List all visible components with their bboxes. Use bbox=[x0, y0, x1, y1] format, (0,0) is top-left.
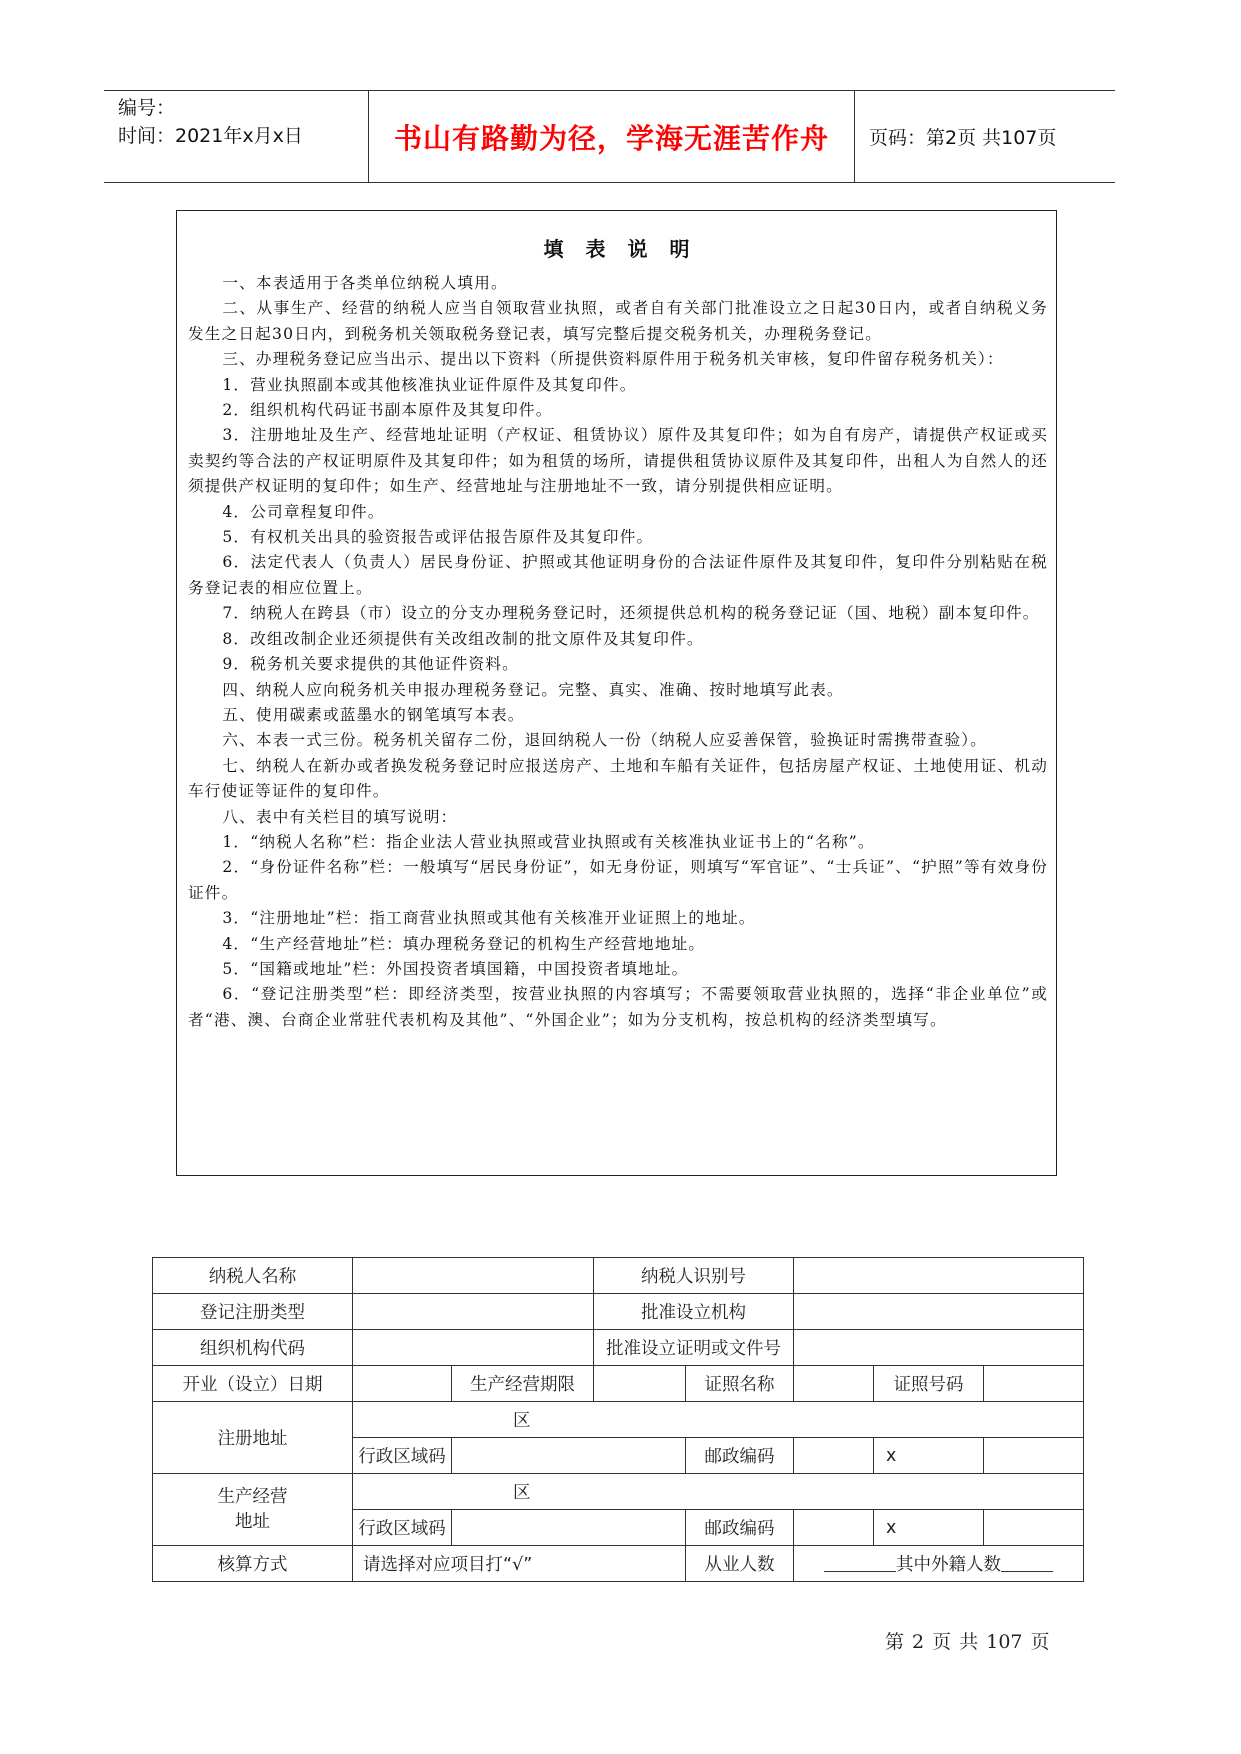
header-meta bbox=[118, 91, 368, 182]
instruction-paragraph: 5．“国籍或地址”栏：外国投资者填国籍，中国投资者填地址。 bbox=[222, 959, 689, 978]
motto: 书山有路勤为径，学海无涯苦作舟 bbox=[393, 121, 829, 155]
prod-extra-field[interactable] bbox=[984, 1510, 1084, 1546]
employees-label: 从业人数 bbox=[686, 1546, 794, 1582]
instruction-paragraph: 3．“注册地址”栏：指工商营业执照或其他有关核准开业证照上的地址。 bbox=[222, 909, 756, 928]
prod-postal-code-label: 邮政编码 bbox=[686, 1510, 794, 1546]
page-indicator: 页码：第2页 共107页 bbox=[869, 127, 1057, 149]
instruction-paragraph: 2．“身份证件名称”栏：一般填写“居民身份证”，如无身份证，则填写“军官证”、“士兵证”、“护照”等有效身份证件。 bbox=[188, 858, 1048, 902]
table-row bbox=[153, 1330, 1084, 1366]
org-code-field[interactable] bbox=[353, 1330, 594, 1366]
taxpayer-name-field[interactable] bbox=[353, 1258, 594, 1294]
cert-name-field[interactable] bbox=[794, 1366, 874, 1402]
prod-district-field[interactable]: 区 bbox=[353, 1474, 1084, 1510]
table-row bbox=[153, 1294, 1084, 1330]
prod-postal-code-field[interactable] bbox=[794, 1510, 874, 1546]
instruction-paragraph: 9．税务机关要求提供的其他证件资料。 bbox=[222, 655, 519, 674]
open-date-label: 开业（设立）日期 bbox=[153, 1366, 353, 1402]
employees-blank[interactable] bbox=[824, 1570, 896, 1572]
reg-admin-code-field[interactable] bbox=[452, 1438, 686, 1474]
taxpayer-id-field[interactable] bbox=[794, 1258, 1084, 1294]
taxpayer-id-label: 纳税人识别号 bbox=[594, 1258, 794, 1294]
instruction-paragraph: 2．组织机构代码证书副本原件及其复印件。 bbox=[222, 401, 553, 420]
instruction-paragraph: 4．公司章程复印件。 bbox=[222, 502, 385, 521]
approval-doc-label: 批准设立证明或文件号 bbox=[594, 1330, 794, 1366]
instruction-paragraph: 二、从事生产、经营的纳税人应当自领取营业执照，或者自有关部门批准设立之日起30日内，或者自纳税义务发生之日起30日内，到税务机关领取税务登记表，填写完整后提交税务机关，办理税务登记。 bbox=[188, 299, 1048, 343]
prod-period-label: 生产经营期限 bbox=[452, 1366, 594, 1402]
instruction-paragraph: 4．“生产经营地址”栏：填办理税务登记的机构生产经营地地址。 bbox=[222, 934, 706, 953]
employees-field[interactable] bbox=[794, 1546, 1084, 1582]
reg-district-field[interactable]: 区 bbox=[353, 1402, 1084, 1438]
instruction-paragraph: 1．营业执照副本或其他核准执业证件原件及其复印件。 bbox=[222, 375, 637, 394]
org-code-label: 组织机构代码 bbox=[153, 1330, 353, 1366]
instructions-body bbox=[188, 271, 1048, 1033]
instruction-paragraph: 八、表中有关栏目的填写说明： bbox=[222, 807, 458, 826]
prod-admin-code-label: 行政区域码 bbox=[353, 1510, 452, 1546]
approval-org-field[interactable] bbox=[794, 1294, 1084, 1330]
instruction-paragraph: 6．“登记注册类型”栏：即经济类型，按营业执照的内容填写；不需要领取营业执照的，选择“非企业单位”或者“港、澳、台商企业常驻代表机构及其他”、“外国企业”；如为分支机构，按总机构的经济类型填写。 bbox=[188, 985, 1048, 1029]
reg-postal-code-label: 邮政编码 bbox=[686, 1438, 794, 1474]
instruction-paragraph: 1．“纳税人名称”栏：指企业法人营业执照或营业执照或有关核准执业证书上的“名称”。 bbox=[222, 832, 875, 851]
table-row bbox=[153, 1258, 1084, 1294]
instruction-paragraph: 五、使用碳素或蓝墨水的钢笔填写本表。 bbox=[222, 705, 525, 724]
foreign-blank[interactable] bbox=[1001, 1570, 1053, 1572]
reg-type-field[interactable] bbox=[353, 1294, 594, 1330]
prod-address-label bbox=[153, 1474, 353, 1546]
table-row bbox=[153, 1546, 1084, 1582]
reg-x-mark: x bbox=[874, 1438, 984, 1474]
cert-no-label: 证照号码 bbox=[874, 1366, 984, 1402]
prod-period-field[interactable] bbox=[594, 1366, 686, 1402]
approval-org-label: 批准设立机构 bbox=[594, 1294, 794, 1330]
reg-address-label: 注册地址 bbox=[153, 1402, 353, 1474]
instruction-paragraph: 5．有权机关出具的验资报告或评估报告原件及其复印件。 bbox=[222, 528, 654, 547]
instruction-paragraph: 一、本表适用于各类单位纳税人填用。 bbox=[222, 274, 508, 292]
instructions-title: 填表说明 bbox=[543, 237, 712, 261]
prod-admin-code-field[interactable] bbox=[452, 1510, 686, 1546]
registration-form bbox=[152, 1257, 1084, 1582]
reg-extra-field[interactable] bbox=[984, 1438, 1084, 1474]
accounting-hint[interactable]: 请选择对应项目打“√” bbox=[353, 1546, 686, 1582]
reg-postal-code-field[interactable] bbox=[794, 1438, 874, 1474]
instruction-paragraph: 六、本表一式三份。税务机关留存二份，退回纳税人一份（纳税人应妥善保管，验换证时需携带查验）。 bbox=[222, 731, 988, 750]
instruction-paragraph: 6．法定代表人（负责人）居民身份证、护照或其他证明身份的合法证件原件及其复印件，复印件分别粘贴在税务登记表的相应位置上。 bbox=[188, 553, 1048, 597]
reg-type-label: 登记注册类型 bbox=[153, 1294, 353, 1330]
instruction-paragraph: 3．注册地址及生产、经营地址证明（产权证、租赁协议）原件及其复印件；如为自有房产，请提供产权证或买卖契约等合法的产权证明原件及其复印件；如为租赁的场所，请提供租赁协议原件及其复印件，出租人为自然人的还须提供产权证明的复印件；如生产、经营地址与注册地址不一致，请分别提供相应证明。 bbox=[188, 426, 1048, 496]
instruction-paragraph: 三、办理税务登记应当出示、提出以下资料（所提供资料原件用于税务机关审核，复印件留存税务机关）： bbox=[222, 350, 1004, 369]
prod-x-mark: x bbox=[874, 1510, 984, 1546]
approval-doc-field[interactable] bbox=[794, 1330, 1084, 1366]
page-header bbox=[104, 90, 1115, 183]
reg-admin-code-label: 行政区域码 bbox=[353, 1438, 452, 1474]
table-row bbox=[153, 1402, 1084, 1438]
table-row bbox=[153, 1366, 1084, 1402]
instruction-paragraph: 七、纳税人在新办或者换发税务登记时应报送房产、土地和车船有关证件，包括房屋产权证、土地使用证、机动车行使证等证件的复印件。 bbox=[188, 756, 1048, 801]
date-label: 时间：2021年x月x日 bbox=[118, 125, 303, 147]
instruction-paragraph: 8．改组改制企业还须提供有关改组改制的批文原件及其复印件。 bbox=[222, 629, 704, 648]
prod-address-line2: 地址 bbox=[235, 1511, 270, 1532]
instruction-paragraph: 7．纳税人在跨县（市）设立的分支办理税务登记时，还须提供总机构的税务登记证（国、地税）副本复印件。 bbox=[222, 604, 1040, 623]
taxpayer-name-label: 纳税人名称 bbox=[153, 1258, 353, 1294]
prod-address-line1: 生产经营 bbox=[217, 1486, 288, 1507]
cert-name-label: 证照名称 bbox=[686, 1366, 794, 1402]
instruction-paragraph: 四、纳税人应向税务机关申报办理税务登记。完整、真实、准确、按时地填写此表。 bbox=[222, 680, 844, 699]
open-date-field[interactable] bbox=[353, 1366, 452, 1402]
cert-no-field[interactable] bbox=[984, 1366, 1084, 1402]
instructions-box bbox=[176, 210, 1057, 1176]
accounting-label: 核算方式 bbox=[153, 1546, 353, 1582]
page-footer: 第 2 页 共 107 页 bbox=[885, 1631, 1050, 1653]
number-label: 编号： bbox=[118, 97, 176, 119]
foreign-label: 其中外籍人数 bbox=[896, 1555, 1001, 1575]
table-row bbox=[153, 1474, 1084, 1510]
